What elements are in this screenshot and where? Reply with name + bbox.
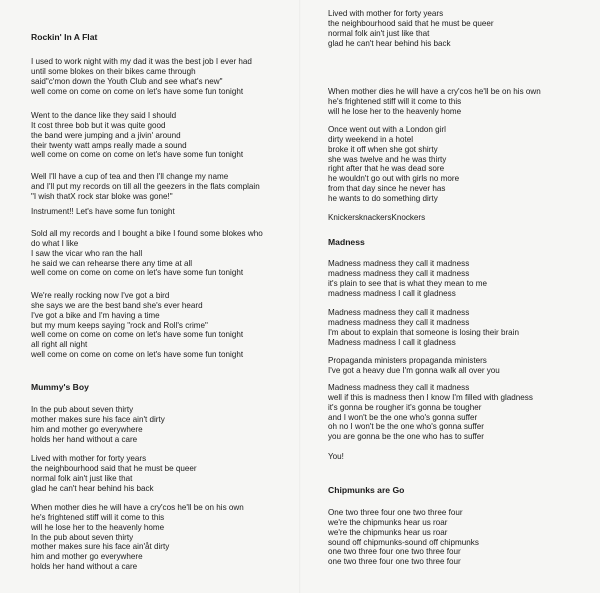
lyric-line: You!: [328, 452, 344, 461]
lyric-line: all right all night: [31, 340, 88, 350]
lyric-line: well come on come on come on let's have some fun tonight: [31, 86, 244, 96]
lyric-line: "I wish thatX rock star bloke was gone!": [31, 191, 173, 201]
lyric-line: Madness madness I call it gladness: [328, 337, 456, 347]
lyric-line: When mother dies he will have a cry'cos he'll be on his own: [31, 503, 244, 512]
lyric-line: glad he can't hear behind his back: [328, 38, 451, 48]
lyric-line: oh no I won't be the one who's gonna suffer: [328, 422, 484, 432]
lyric-line: she was twelve and he was thirty: [328, 154, 447, 164]
lyric-line: will he lose her to the heavenly home: [31, 522, 165, 532]
lyric-line: until some blokes on their bikes came through: [31, 66, 196, 76]
page-gutter: [299, 0, 301, 593]
stanza: [328, 383, 590, 442]
lyric-line: broke it off when she got shirty: [328, 144, 438, 154]
stanza: [328, 213, 590, 223]
stanza: [31, 111, 299, 160]
stanza: [31, 454, 299, 493]
lyric-line: KnickersknackersKnockers: [328, 213, 426, 222]
lyric-line: him and mother go everywhere: [31, 424, 143, 434]
lyric-line: we're the chipmunks hear us roar: [328, 527, 448, 537]
lyric-line: Instrument!! Let's have some fun tonight: [31, 207, 175, 216]
lyric-line: the neighbourhood said that he must be queer: [328, 18, 494, 28]
lyric-line: it's gonna be rougher it's gonna be tougher: [328, 402, 482, 412]
lyric-line: Well I'll have a cup of tea and then I'll change my name: [31, 172, 229, 181]
lyric-line: well come on come on come on let's have some fun tonight: [31, 268, 244, 278]
stanza: [328, 356, 590, 376]
lyric-line: he wants to do something dirty: [328, 193, 438, 203]
stanza: [31, 503, 299, 572]
lyric-line: and I won't be the one who's gonna suffer: [328, 412, 478, 422]
lyric-line: normal folk ain't just like that: [328, 28, 430, 38]
lyric-line: Madness madness they call it madness: [328, 308, 470, 317]
lyric-line: holds her hand without a care: [31, 562, 138, 572]
lyric-line: normal folk ain't just like that: [31, 473, 133, 483]
song-title-chipmunks-are-go: Chipmunks are Go: [328, 485, 405, 495]
lyric-line: the neighbourhood said that he must be queer: [31, 463, 197, 473]
lyric-line: I used to work night with my dad it was the best job I ever had: [31, 57, 252, 66]
lyric-line: madness madness I call it gladness: [328, 288, 456, 298]
lyric-line: Sold all my records and I bought a bike I found some blokes who: [31, 229, 263, 238]
lyric-line: him and mother go everywhere: [31, 552, 143, 562]
lyric-line: Lived with mother for forty years: [31, 454, 147, 463]
lyric-line: their twenty watt amps really made a sound: [31, 140, 187, 150]
lyric-line: do what I like: [31, 238, 79, 248]
lyric-line: he's frightened stiff will it come to this: [328, 96, 462, 106]
stanza: [31, 229, 299, 278]
stanza: [328, 508, 590, 567]
lyric-line: he's frightened stiff will it come to this: [31, 512, 165, 522]
lyric-line: I'm about to explain that someone is losing their brain: [328, 327, 519, 337]
lyric-line: will he lose her to the heavenly home: [328, 106, 462, 116]
lyric-line: Madness madness they call it madness: [328, 259, 470, 268]
lyric-line: We're really rocking now I've got a bird: [31, 291, 170, 300]
stanza: [328, 9, 590, 48]
lyric-line: and I'll put my records on till all the geezers in the flats complain: [31, 181, 260, 191]
lyric-line: one two three four one two three four: [328, 547, 461, 557]
lyric-line: I've got a heavy due I'm gonna walk all over you: [328, 365, 500, 375]
lyric-line: we're the chipmunks hear us roar: [328, 517, 448, 527]
stanza: [328, 452, 590, 462]
lyric-line: well come on come on come on let's have some fun tonight: [31, 330, 244, 340]
lyric-line: dirty weekend in a hotel: [328, 134, 414, 144]
lyric-line: Went to the dance like they said I should: [31, 111, 177, 120]
stanza: [328, 87, 590, 117]
lyric-line: holds her hand without a care: [31, 434, 138, 444]
lyric-line: madness madness they call it madness: [328, 268, 470, 278]
lyric-line: Madness madness they call it madness: [328, 383, 470, 392]
lyric-line: but my mum keeps saying "rock and Roll's crime": [31, 320, 208, 330]
lyric-line: In the pub about seven thirty: [31, 405, 134, 414]
stanza: [31, 207, 299, 217]
stanza: [328, 259, 590, 298]
lyric-line: It cost three bob but it was quite good: [31, 120, 166, 130]
lyric-line: he said we can rehearse there any time at all: [31, 258, 193, 268]
lyric-line: well if this is madness then I know I'm filled with gladness: [328, 392, 533, 402]
lyric-line: Once went out with a London girl: [328, 125, 446, 134]
lyric-line: mother makes sure his face ain'åt dirty: [31, 542, 170, 552]
lyric-line: Lived with mother for forty years: [328, 9, 444, 18]
lyric-line: one two three four one two three four: [328, 557, 461, 567]
lyric-line: I've got a bike and I'm having a time: [31, 310, 160, 320]
song-title-rockin-in-a-flat: Rockin' In A Flat: [31, 32, 98, 42]
lyric-line: madness madness they call it madness: [328, 317, 470, 327]
lyric-line: In the pub about seven thirty: [31, 532, 134, 542]
stanza: [328, 125, 590, 204]
lyric-line: right after that he was dead sore: [328, 164, 445, 174]
song-title-madness: Madness: [328, 237, 365, 247]
lyric-line: said"c'mon down the Youth Club and see what's new": [31, 76, 223, 86]
lyric-line: I saw the vicar who ran the hall: [31, 248, 143, 258]
lyric-line: you are gonna be the one who has to suffer: [328, 432, 484, 442]
stanza: [328, 308, 590, 347]
lyric-line: well come on come on come on let's have some fun tonight: [31, 150, 244, 160]
lyric-line: mother makes sure his face ain't dirty: [31, 414, 165, 424]
lyric-line: glad he can't hear behind his back: [31, 483, 154, 493]
stanza: [31, 57, 299, 96]
stanza: [31, 291, 299, 360]
lyric-line: from that day since he never has: [328, 184, 446, 194]
lyric-line: she says we are the best band she's ever heard: [31, 300, 203, 310]
stanza: [31, 405, 299, 444]
lyric-line: it's plain to see that is what they mean to me: [328, 278, 488, 288]
stanza: [31, 172, 299, 202]
lyric-line: Propaganda ministers propaganda ministers: [328, 356, 487, 365]
song-title-mummys-boy: Mummy's Boy: [31, 382, 89, 392]
lyric-line: sound off chipmunks-sound off chipmunks: [328, 537, 479, 547]
lyric-line: well come on come on come on let's have some fun tonight: [31, 350, 244, 360]
lyric-line: the band were jumping and a jivin' around: [31, 130, 181, 140]
lyric-line: When mother dies he will have a cry'cos he'll be on his own: [328, 87, 541, 96]
lyric-line: he wouldn't go out with girls no more: [328, 174, 460, 184]
lyric-line: One two three four one two three four: [328, 508, 463, 517]
